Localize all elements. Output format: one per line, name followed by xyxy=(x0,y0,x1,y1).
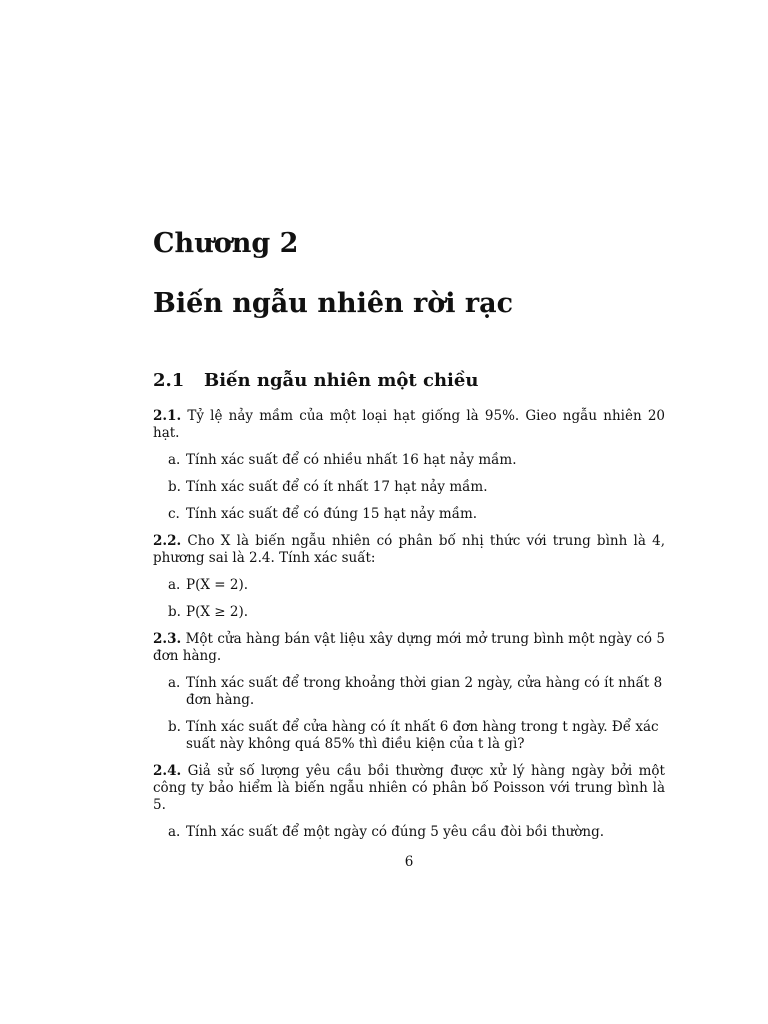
problem-text: Một cửa hàng bán vật liệu xây dựng mới mở trung bình một ngày có 5 đơn hàng. xyxy=(153,631,665,664)
problem-2-1-items xyxy=(153,452,665,523)
item-text: P(X ≥ 2). xyxy=(186,604,249,620)
problem-2-4-items xyxy=(153,824,665,841)
problem-text: Tỷ lệ nảy mầm của một loại hạt giống là 95%. Gieo ngẫu nhiên 20 hạt. xyxy=(153,408,665,441)
problem-list xyxy=(153,408,665,851)
list-item xyxy=(153,824,665,841)
list-item xyxy=(153,506,665,523)
list-item xyxy=(153,604,665,621)
item-text: Tính xác suất để có ít nhất 17 hạt nảy mầm. xyxy=(186,479,488,495)
chapter-title: Biến ngẫu nhiên rời rạc xyxy=(153,288,514,319)
problem-number: 2.2. xyxy=(153,533,182,549)
list-item xyxy=(153,675,665,709)
page-number: 6 xyxy=(404,854,414,870)
problem-2-1 xyxy=(153,408,665,442)
problem-text: Giả sử số lượng yêu cầu bồi thường được xử lý hàng ngày bởi một công ty bảo hiểm là biến ngẫu nhiên có phân bố Poisson với trung bình là 5. xyxy=(153,763,665,813)
problem-2-2-items xyxy=(153,577,665,621)
item-text: P(X = 2). xyxy=(186,577,249,593)
item-mark: b. xyxy=(168,604,181,620)
problem-2-2 xyxy=(153,533,665,567)
problem-number: 2.3. xyxy=(153,631,182,647)
problem-number: 2.1. xyxy=(153,408,182,424)
section-heading xyxy=(153,370,478,391)
list-item xyxy=(153,452,665,469)
item-text: Tính xác suất để cửa hàng có ít nhất 6 đơn hàng trong t ngày. Để xác suất này không quá 85% thì điều kiện của t là gì? xyxy=(186,719,659,752)
chapter-label: Chương 2 xyxy=(153,228,299,259)
section-title: Biến ngẫu nhiên một chiều xyxy=(204,370,479,391)
item-mark: c. xyxy=(168,506,180,522)
problem-text: Cho X là biến ngẫu nhiên có phân bố nhị thức với trung bình là 4, phương sai là 2.4. Tính xác suất: xyxy=(153,533,665,566)
problem-number: 2.4. xyxy=(153,763,182,779)
item-mark: b. xyxy=(168,719,181,735)
section-number: 2.1 xyxy=(153,370,185,391)
problem-2-4 xyxy=(153,763,665,814)
item-mark: a. xyxy=(168,824,181,840)
list-item xyxy=(153,577,665,594)
list-item xyxy=(153,479,665,496)
item-text: Tính xác suất để trong khoảng thời gian 2 ngày, cửa hàng có ít nhất 8 đơn hàng. xyxy=(186,675,663,708)
item-text: Tính xác suất để có nhiều nhất 16 hạt nảy mầm. xyxy=(186,452,517,468)
item-text: Tính xác suất để một ngày có đúng 5 yêu cầu đòi bồi thường. xyxy=(186,824,605,840)
problem-2-3-items xyxy=(153,675,665,753)
item-text: Tính xác suất để có đúng 15 hạt nảy mầm. xyxy=(186,506,478,522)
item-mark: a. xyxy=(168,675,181,691)
list-item xyxy=(153,719,665,753)
item-mark: a. xyxy=(168,577,181,593)
item-mark: b. xyxy=(168,479,181,495)
problem-2-3 xyxy=(153,631,665,665)
item-mark: a. xyxy=(168,452,181,468)
document-page xyxy=(153,0,665,1024)
